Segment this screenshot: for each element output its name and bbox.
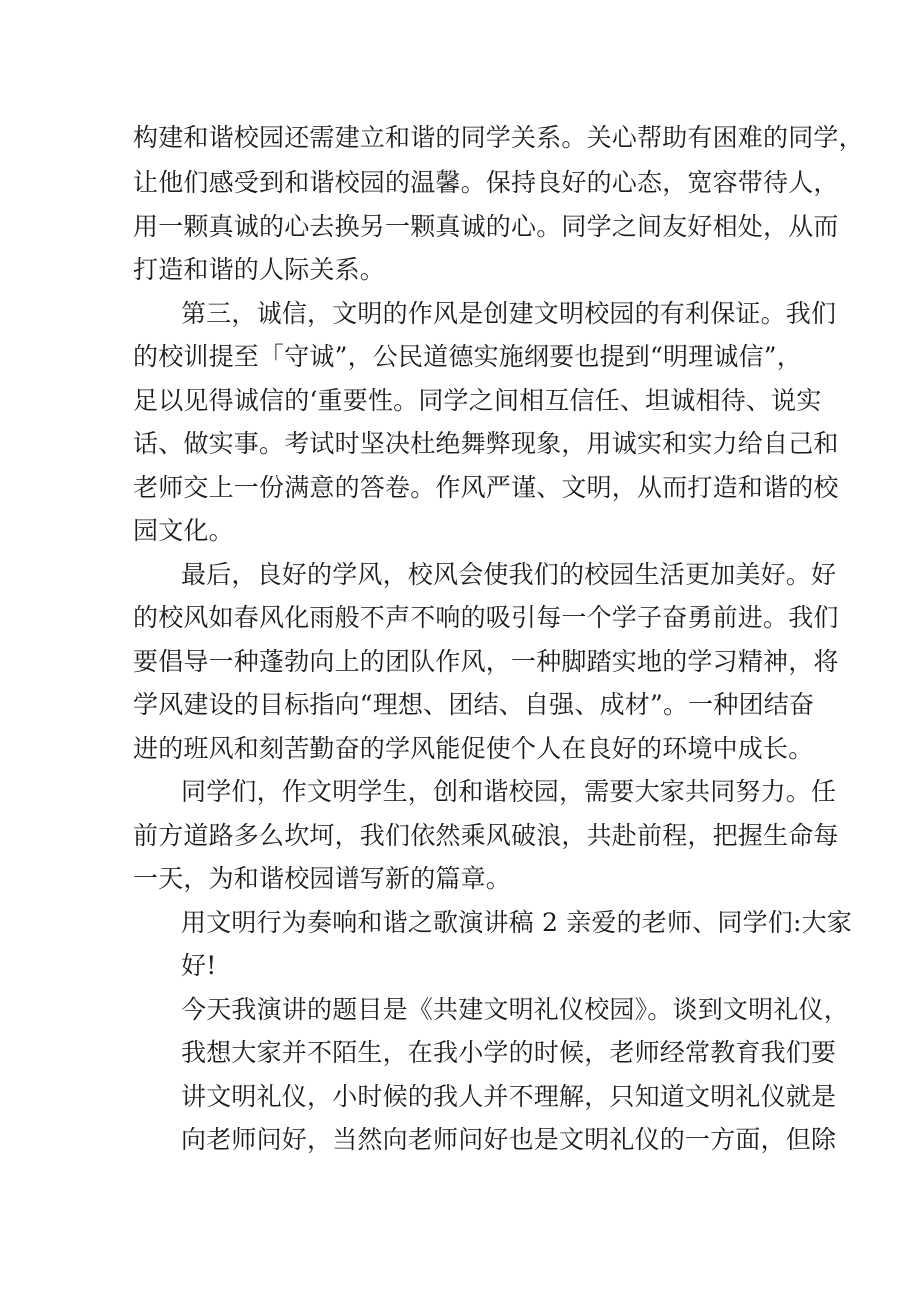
- text-line: 足以见得诚信的‘重要性。同学之间相互信任、坦诚相待、说实: [133, 386, 822, 415]
- text-line: 用文明行为奏响和谐之歌演讲稿 2 亲爱的老师、同学们:大家: [181, 908, 853, 937]
- text-line: 的校风如春风化雨般不声不响的吸引每一个学子奋勇前进。我们: [133, 603, 839, 632]
- text-line: 前方道路多么坎坷，我们依然乘风破浪，共赴前程，把握生命每: [133, 821, 839, 850]
- text-line: 学风建设的目标指向“理想、团结、自强、成材”。一种团结奋: [133, 690, 815, 719]
- text-line: 打造和谐的人际关系。: [133, 255, 386, 284]
- text-line: 要倡导一种蓬勃向上的团队作风，一种脚踏实地的学习精神，将: [133, 647, 839, 676]
- text-line: 第三，诚信，文明的作风是创建文明校园的有利保证。我们: [181, 299, 837, 328]
- text-line: 我想大家并不陌生，在我小学的时候，老师经常教育我们要: [181, 1038, 837, 1067]
- text-line: 构建和谐校园还需建立和谐的同学关系。关心帮助有困难的同学，: [133, 123, 864, 152]
- text-line: 的校训提至「守诚”，公民道德实施纲要也提到“明理诚信”，: [133, 342, 802, 371]
- text-line: 今天我演讲的题目是《共建文明礼仪校园》。谈到文明礼仪，: [181, 995, 849, 1024]
- text-line: 园文化。: [133, 516, 234, 545]
- text-line: 一天，为和谐校园谱写新的篇章。: [133, 864, 512, 893]
- text-line: 话、做实事。考试时坚决杜绝舞弊现象，用诚实和实力给自己和: [133, 429, 839, 458]
- text-line: 老师交上一份满意的答卷。作风严谨、文明，从而打造和谐的校: [133, 473, 839, 502]
- text-line: 进的班风和刻苦勤奋的学风能促使个人在良好的环境中成长。: [133, 734, 814, 763]
- text-line: 好!: [181, 951, 217, 980]
- text-line: 最后，良好的学风，校风会使我们的校园生活更加美好。好: [181, 560, 837, 589]
- text-line: 同学们，作文明学生，创和谐校园，需要大家共同努力。任: [181, 777, 837, 806]
- text-line: 让他们感受到和谐校园的温馨。保持良好的心态，宽容带待人，: [133, 168, 839, 197]
- text-line: 用一颗真诚的心去换另一颗真诚的心。同学之间友好相处，从而: [133, 212, 839, 241]
- text-line: 向老师问好，当然向老师问好也是文明礼仪的一方面，但除: [181, 1125, 837, 1154]
- text-line: 讲文明礼仪，小时候的我人并不理解，只知道文明礼仪就是: [181, 1082, 837, 1111]
